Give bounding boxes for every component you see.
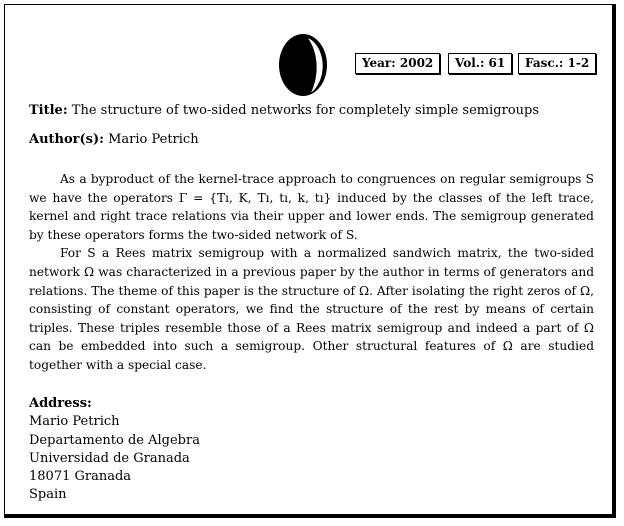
address-line-university: Universidad de Granada [29, 450, 190, 466]
authors-label: Author(s): [29, 132, 104, 147]
title-label: Title: [29, 103, 68, 118]
year-box [355, 53, 440, 74]
address-line-department: Departamento de Algebra [29, 432, 200, 448]
volume-box [448, 53, 512, 74]
address-line-city: 18071 Granada [29, 469, 132, 485]
year-label: Year: 2002 [362, 56, 434, 70]
journal-logo-icon [277, 32, 329, 98]
address-line-country: Spain [29, 487, 67, 503]
document-page [4, 4, 616, 518]
volume-label: Vol.: 61 [455, 56, 506, 70]
address-block [29, 395, 200, 505]
abstract-paragraph-1: As a byproduct of the kernel-trace approach to congruences on regular semigroups S we have the operators Γ = {Tı, K, Tı, tı, k, tı} induced by the classes of the left trace, kernel and right trace relations via their upper and lower ends. The semigroup generated by these operators forms the two-sided network of S. [29, 172, 594, 242]
title-line [29, 103, 539, 118]
address-line-name: Mario Petrich [29, 414, 120, 430]
fascicle-label: Fasc.: 1-2 [525, 56, 590, 70]
paper-title: The structure of two-sided networks for completely simple semigroups [71, 103, 540, 118]
abstract [29, 170, 594, 375]
author-name: Mario Petrich [108, 132, 199, 147]
fascicle-box [518, 53, 596, 74]
authors-line [29, 132, 199, 147]
abstract-paragraph-2: For S a Rees matrix semigroup with a normalized sandwich matrix, the two-sided network Ω was characterized in a previous paper by the author in terms of generators and relations. The theme of this paper is the structure of Ω. After isolating the right zeros of Ω, consisting of constant operators, we find the structure of the rest by means of certain triples. These triples resemble those of a Rees matrix semigroup and indeed a part of Ω can be embedded into such a semigroup. Other structural features of Ω are studied together with a special case. [29, 246, 594, 372]
address-label: Address: [29, 396, 92, 411]
